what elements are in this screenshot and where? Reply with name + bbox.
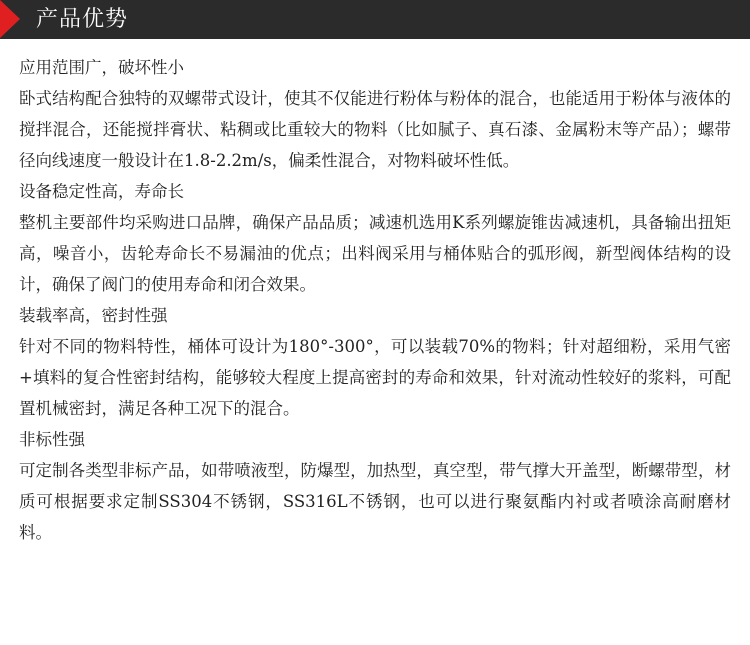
heading-application: 应用范围广，破坏性小 [19,58,184,77]
advantages-content [19,52,731,548]
paragraph-application: 卧式结构配合独特的双螺带式设计，使其不仅能进行粉体与粉体的混合，也能适用于粉体与液体的搅拌混合，还能搅拌膏状、粘稠或比重较大的物料（比如腻子、真石漆、金属粉末等产品）；螺带径向线速度一般设计在1.8-2.2m/s，偏柔性混合，对物料破坏性低。 [19,89,731,170]
paragraph-loading-sealing: 针对不同的物料特性，桶体可设计为180°-300°，可以装载70%的物料；针对超细粉，采用气密+填料的复合性密封结构，能够较大程度上提高密封的寿命和效果，针对流动性较好的浆料，可配置机械密封，满足各种工况下的混合。 [19,337,731,418]
heading-customization: 非标性强 [19,430,85,449]
heading-loading-sealing: 装载率高，密封性强 [19,306,168,325]
red-triangle-icon [0,0,20,38]
section-header [0,0,750,39]
section-title: 产品优势 [36,7,129,32]
paragraph-stability: 整机主要部件均采购进口品牌，确保产品品质；减速机选用K系列螺旋锥齿减速机，具备输出扭矩高，噪音小，齿轮寿命长不易漏油的优点；出料阀采用与桶体贴合的弧形阀，新型阀体结构的设计，确保了阀门的使用寿命和闭合效果。 [19,213,731,294]
paragraph-customization: 可定制各类型非标产品，如带喷液型，防爆型，加热型，真空型，带气撑大开盖型，断螺带型，材质可根据要求定制SS304不锈钢，SS316L不锈钢，也可以进行聚氨酯内衬或者喷涂高耐磨材料。 [19,461,731,542]
heading-stability: 设备稳定性高，寿命长 [19,182,184,201]
